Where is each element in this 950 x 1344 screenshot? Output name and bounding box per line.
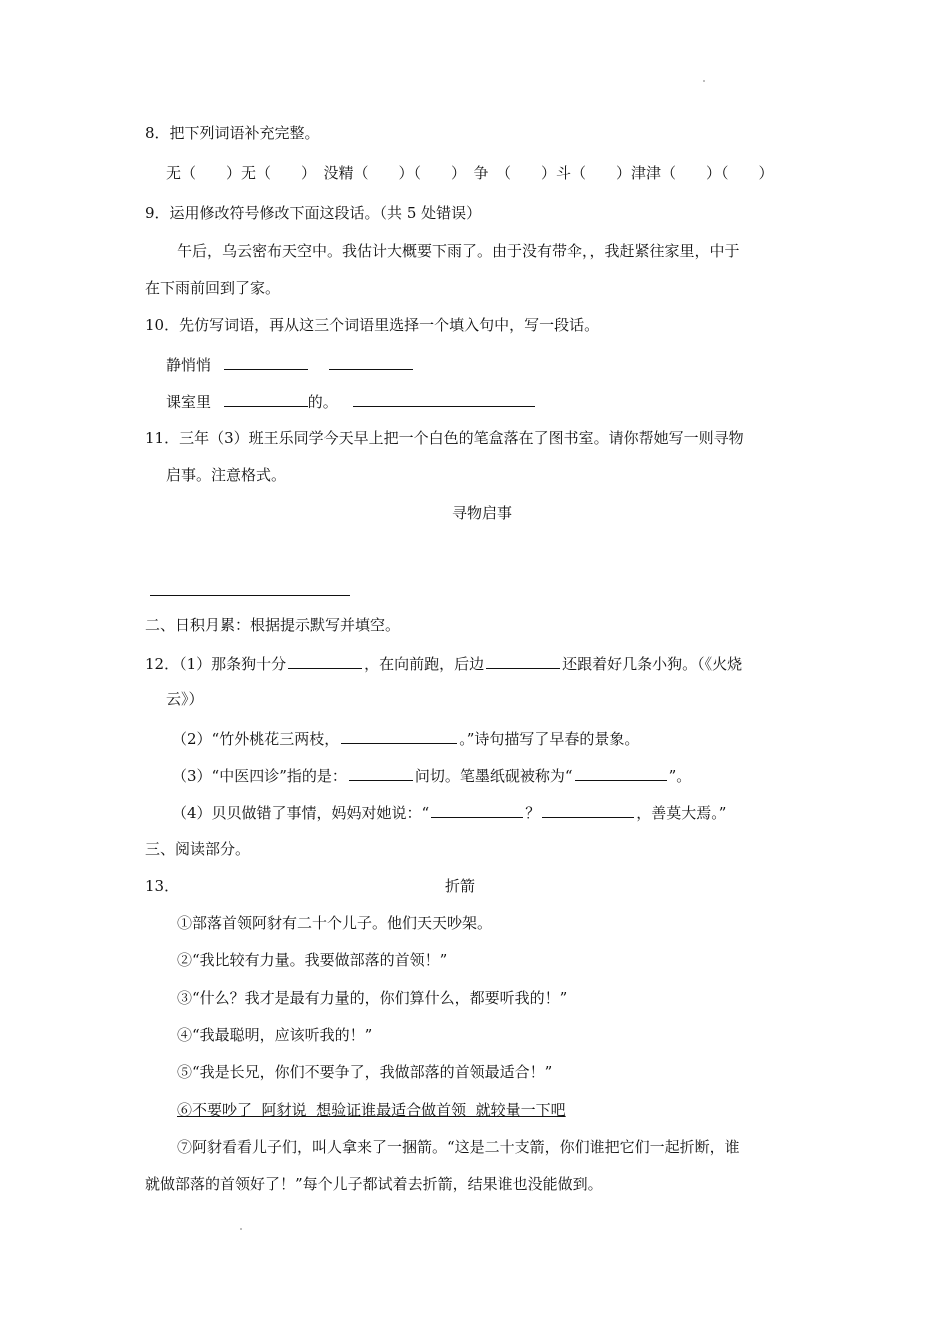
q10-sentence-de: 的。 [307,393,338,411]
q10-example-word: 静悄悄 [166,356,212,374]
q12-p3-text-b: 问切。笔墨纸砚被称为“ [414,767,573,785]
q10-blank-fill[interactable] [224,390,308,407]
q12-p2-text-b: 。”诗句描写了早春的景象。 [459,730,640,748]
q12-part-3 [172,764,691,786]
q12-p2-blank[interactable] [341,727,457,744]
q10-blank-paragraph[interactable] [353,390,535,407]
q8-title: 8．把下列词语补充完整。 [145,124,320,142]
q12-p3-text-a: （3）“中医四诊”指的是： [172,767,347,785]
q12-p1-text-b: ，在向前跑，后边 [364,655,485,673]
notice-title: 寻物启事 [452,504,513,522]
story-paragraph-3: ③“什么？我才是最有力量的，你们算什么，都要听我的！” [177,989,568,1007]
scan-dot [240,1228,242,1230]
q12-p4-blank-1[interactable] [431,801,523,818]
q12-p4-text-a: （4）贝贝做错了事情，妈妈对她说：“ [172,804,430,822]
section-2-title: 二、日积月累：根据提示默写并填空。 [145,616,401,634]
q13-number: 13． [145,877,180,895]
story-paragraph-2: ②“我比较有力量。我要做部落的首领！” [177,951,448,969]
q12-p3-blank-1[interactable] [349,764,413,781]
q12-p4-text-b: ？ [525,804,541,822]
q12-p1-text-c: 还跟着好几条小狗。（《火烧 [562,655,743,673]
q10-sentence-line [166,390,535,412]
q12-part-2 [172,727,639,749]
scan-dot [703,80,705,82]
q10-blank-word-2[interactable] [329,353,413,370]
q11-line-2: 启事。注意格式。 [166,466,287,484]
q12-part-1 [145,652,742,674]
q10-sentence-start: 课室里 [166,393,212,411]
q10-blank-word-1[interactable] [224,353,308,370]
q9-title: 9．运用修改符号修改下面这段话。（共 5 处错误） [145,204,482,222]
story-paragraph-5: ⑤“我是长兄，你们不要争了，我做部落的首领最适合！” [177,1063,553,1081]
story-paragraph-7-line-1: ⑦阿豺看看儿子们，叫人拿来了一捆箭。“这是二十支箭，你们谁把它们一起折断，谁 [177,1138,740,1156]
q13-story-title: 折箭 [445,877,476,895]
q12-p4-text-c: ，善莫大焉。” [636,804,727,822]
story-p6-underlined-text: 不要吵了 阿豺说 想验证谁最适合做首领 就较量一下吧 [192,1101,566,1119]
q12-p1-blank-2[interactable] [486,652,560,669]
q12-p4-blank-2[interactable] [542,801,634,818]
q9-paragraph-line-1: 午后，乌云密布天空中。我估计大概要下雨了。由于没有带伞，，我赶紧往家里，中于 [177,242,740,260]
q10-word-line [166,353,413,375]
story-p6-mark: ⑥ [177,1101,193,1119]
q11-line-1: 11．三年（3）班王乐同学今天早上把一个白色的笔盒落在了图书室。请你帮她写一则寻物 [145,429,744,447]
q12-part-4 [172,801,726,823]
q12-p2-text-a: （2）“竹外桃花三两枝， [172,730,340,748]
q12-p1-text-a: 12．（1）那条狗十分 [145,655,287,673]
q12-p3-blank-2[interactable] [575,764,667,781]
q12-p3-text-c: ”。 [668,767,692,785]
story-paragraph-4: ④“我最聪明，应该听我的！” [177,1026,373,1044]
story-paragraph-1: ①部落首领阿豺有二十个儿子。他们天天吵架。 [177,914,493,932]
q12-part-1-cont: 云》） [166,690,204,708]
q12-p1-blank-1[interactable] [288,652,362,669]
q10-title: 10．先仿写词语，再从这三个词语里选择一个填入句中，写一段话。 [145,316,600,334]
notice-writing-line[interactable] [150,595,350,596]
story-paragraph-7-line-2: 就做部落的首领好了！”每个儿子都试着去折箭，结果谁也没能做到。 [145,1175,603,1193]
q9-paragraph-line-2: 在下雨前回到了家。 [145,279,281,297]
q8-word-row: 无（ ）无（ ） 没精（ ）（ ） 争 （ ）斗（ ）津津（ ）（ ） [166,164,774,182]
story-paragraph-6 [177,1100,566,1120]
section-3-title: 三、阅读部分。 [145,840,251,858]
